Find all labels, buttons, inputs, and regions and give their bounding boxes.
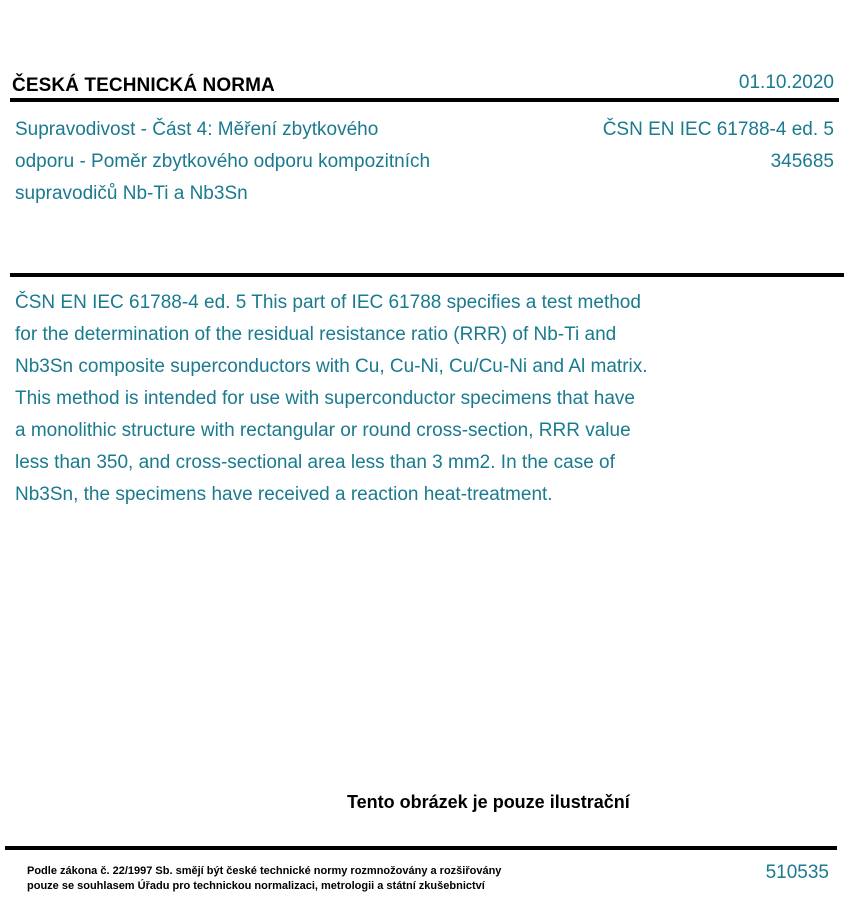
middle-divider xyxy=(10,273,844,277)
document-reference xyxy=(603,114,834,178)
abstract-line: Nb3Sn composite superconductors with Cu, Cu-Ni, Cu/Cu-Ni and Al matrix. xyxy=(15,356,648,377)
footer-number: 510535 xyxy=(765,862,829,883)
legal-notice xyxy=(27,864,501,894)
legal-notice-line: Podle zákona č. 22/1997 Sb. smějí být české technické normy rozmnožovány a rozšiřovány xyxy=(27,865,502,877)
document-title xyxy=(15,114,515,210)
illustration-note: Tento obrázek je pouze ilustrační xyxy=(347,792,630,812)
abstract-line: a monolithic structure with rectangular or round cross-section, RRR value xyxy=(15,420,631,441)
document-title-line: supravodičů Nb-Ti a Nb3Sn xyxy=(15,183,248,204)
top-divider xyxy=(10,98,839,102)
document-title-line: odporu - Poměr zbytkového odporu kompozitních xyxy=(15,151,431,172)
abstract-line: ČSN EN IEC 61788-4 ed. 5 This part of IEC 61788 specifies a test method xyxy=(15,292,641,313)
abstract-line: less than 350, and cross-sectional area less than 3 mm2. In the case of xyxy=(15,452,615,473)
abstract-line: for the determination of the residual resistance ratio (RRR) of Nb-Ti and xyxy=(15,324,617,345)
legal-notice-line: pouze se souhlasem Úřadu pro technickou normalizaci, metrologii a státní zkušebnictví xyxy=(27,880,485,892)
bottom-divider xyxy=(5,846,837,850)
header-title: ČESKÁ TECHNICKÁ NORMA xyxy=(12,75,275,96)
standard-designation: ČSN EN IEC 61788-4 ed. 5 xyxy=(602,119,834,140)
publication-date: 01.10.2020 xyxy=(738,72,834,93)
catalog-number: 345685 xyxy=(770,151,834,172)
document-title-line: Supravodivost - Část 4: Měření zbytkového xyxy=(15,119,379,140)
abstract-line: Nb3Sn, the specimens have received a reaction heat-treatment. xyxy=(15,484,553,505)
abstract-line: This method is intended for use with superconductor specimens that have xyxy=(15,388,635,409)
abstract-text xyxy=(15,287,735,511)
